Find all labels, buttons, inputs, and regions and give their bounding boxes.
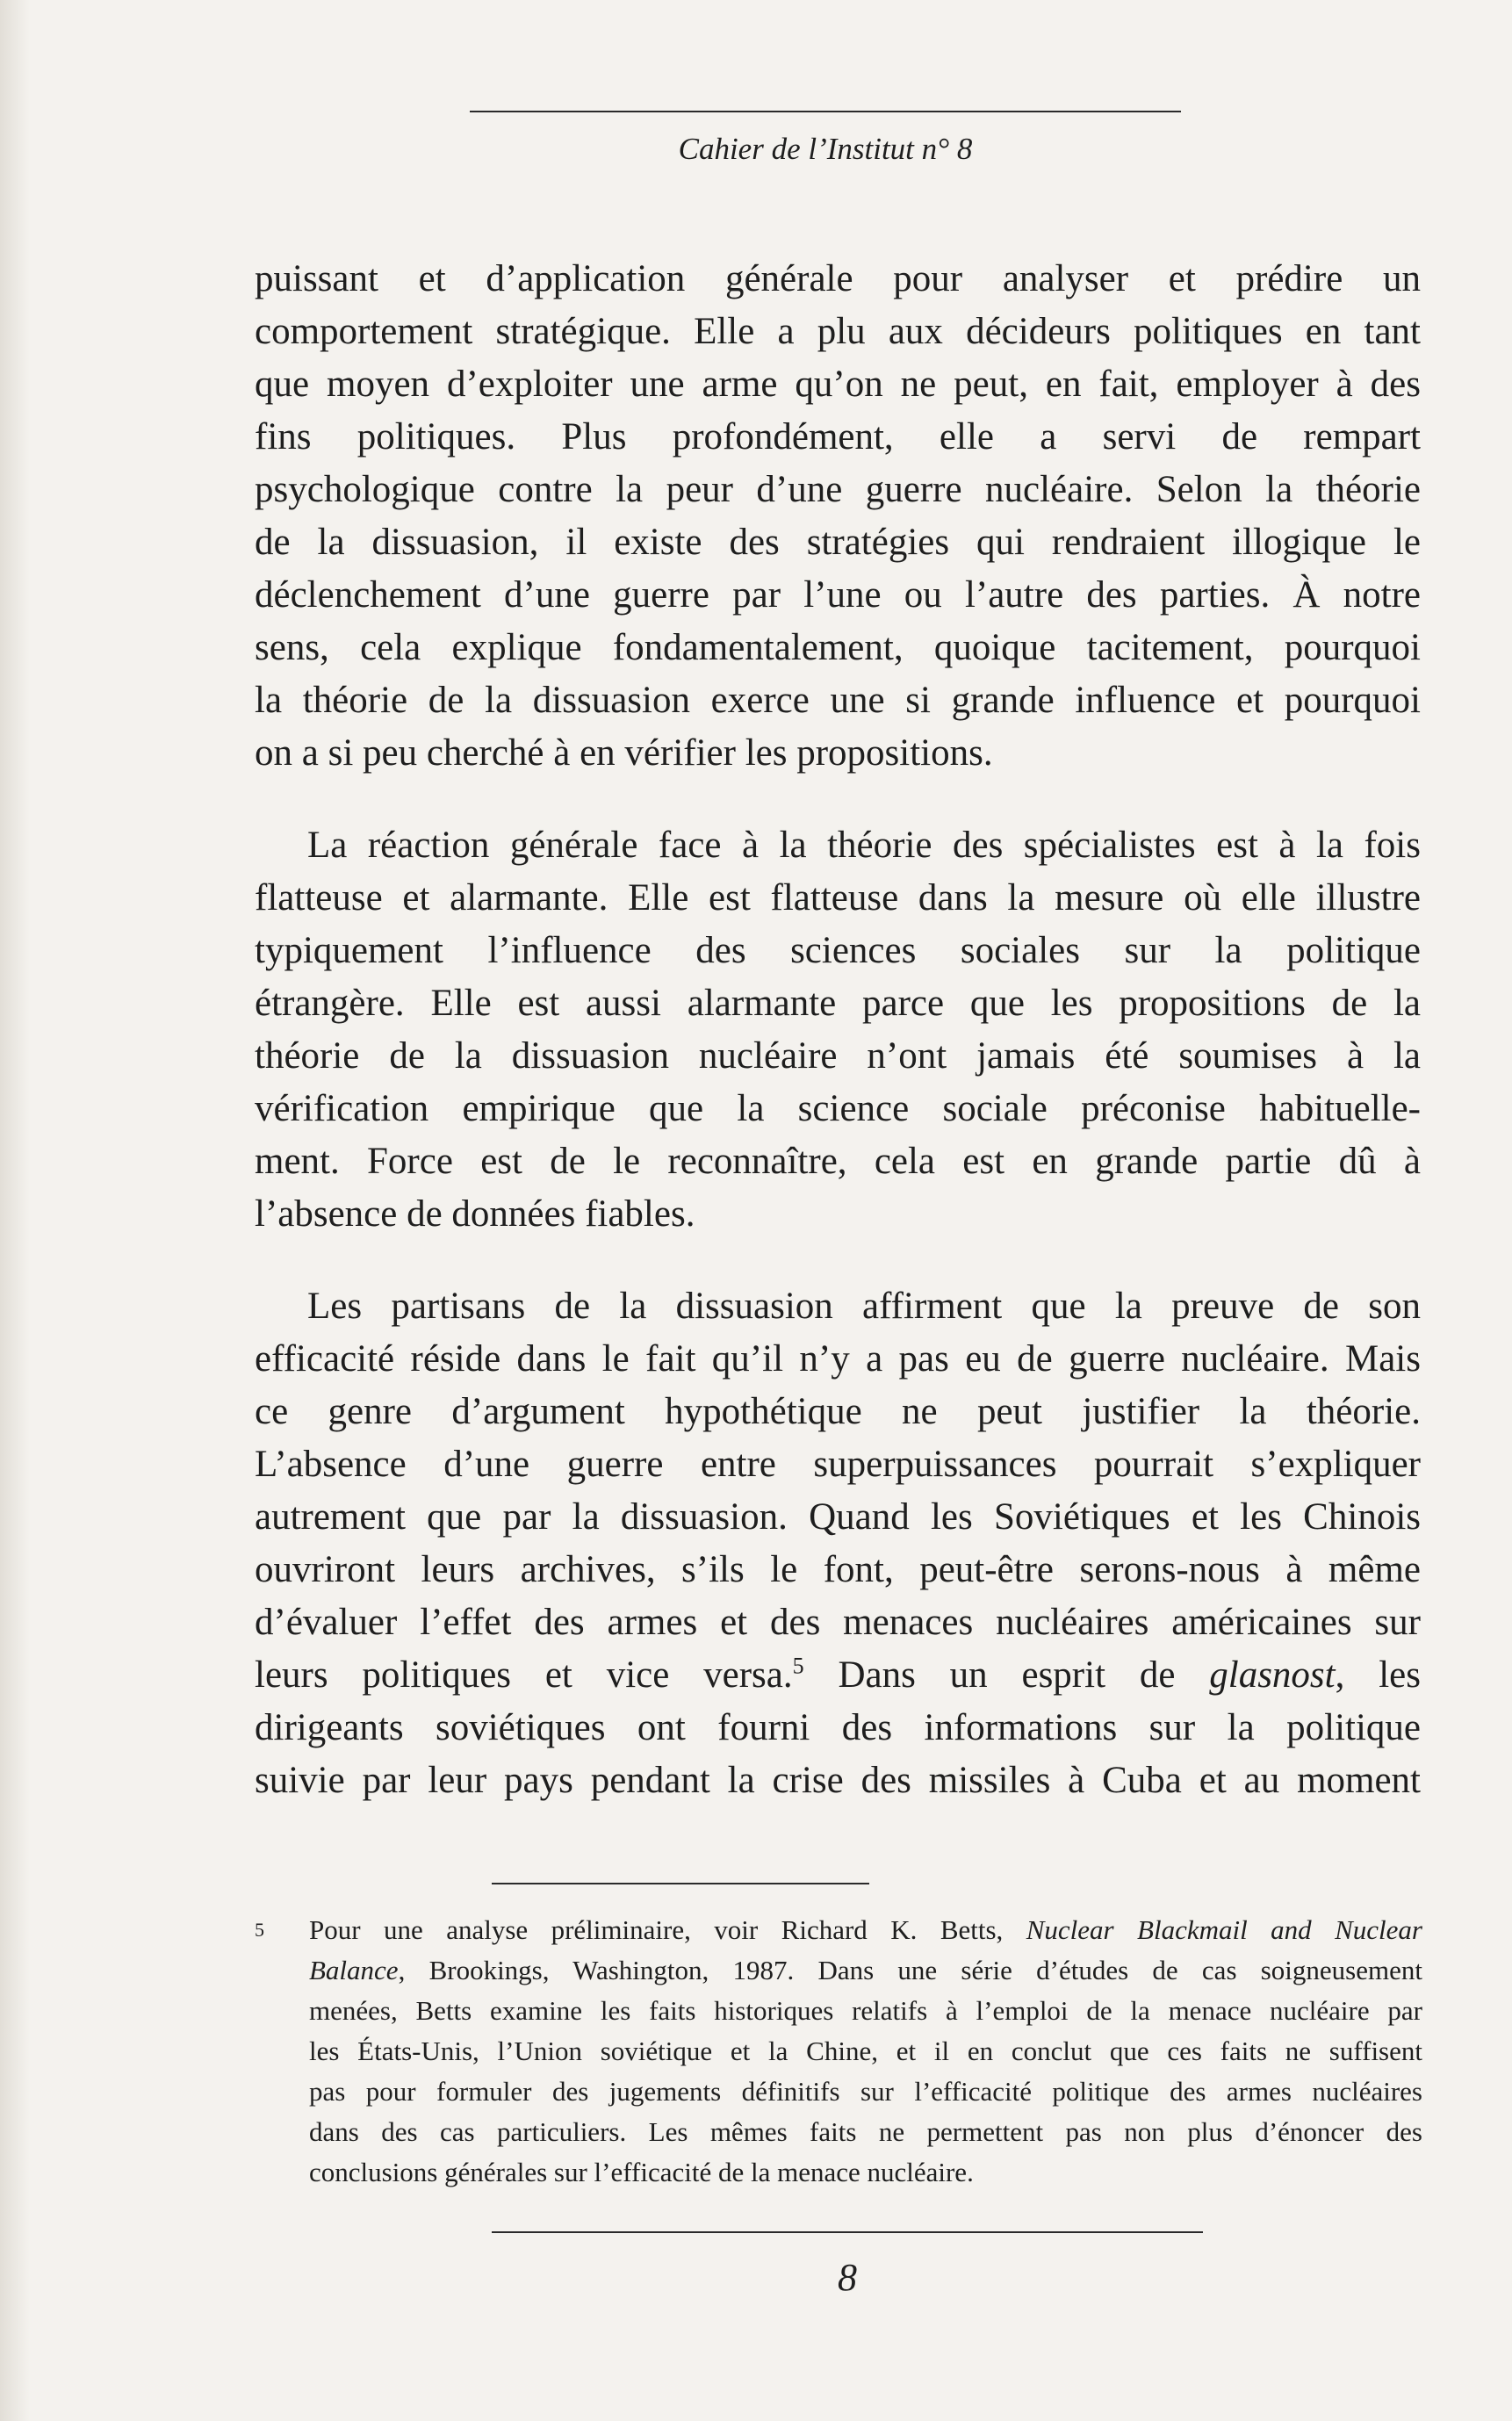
page-number: 8: [838, 2256, 857, 2299]
text-line: déclenchement d’une guerre par l’une ou l’autre des parties. À notre: [255, 574, 1421, 616]
text-line: ce genre d’argument hypothétique ne peut justifier la théorie.: [255, 1391, 1421, 1432]
text-line: [255, 1649, 1421, 1702]
text-run: Pour une analyse préliminaire, voir Richard K. Betts,: [309, 1914, 1026, 1945]
header-rule: [470, 111, 1181, 112]
text-line: La réaction générale face à la théorie des spécialistes est à la fois: [307, 825, 1421, 866]
text-line: vérification empirique que la science sociale préconise habituelle-: [255, 1088, 1421, 1129]
text-line: ment. Force est de le reconnaître, cela est en grande partie dû à: [255, 1141, 1421, 1182]
text-line: la théorie de la dissuasion exerce une si grande influence et pourquoi: [255, 680, 1421, 721]
text-line: que moyen d’exploiter une arme qu’on ne peut, en fait, employer à des: [255, 364, 1421, 405]
text-line: d’évaluer l’effet des armes et des menaces nucléaires américaines sur: [255, 1602, 1421, 1643]
text-run: , Brookings, Washington, 1987. Dans une série d’études de cas soigneusement: [398, 1955, 1422, 1985]
text-line: comportement stratégique. Elle a plu aux décideurs politiques en tant: [255, 311, 1421, 352]
footnote-line: les États-Unis, l’Union soviétique et la Chine, et il en conclut que ces faits ne suffisent: [309, 2036, 1422, 2066]
text-line: suivie par leur pays pendant la crise des missiles à Cuba et au moment: [255, 1760, 1421, 1801]
text-line: L’absence d’une guerre entre superpuissances pourrait s’expliquer: [255, 1444, 1421, 1485]
text-line: puissant et d’application générale pour analyser et prédire un: [255, 258, 1421, 299]
text-line: flatteuse et alarmante. Elle est flatteuse dans la mesure où elle illustre: [255, 877, 1421, 919]
italic-term: glasnost: [1209, 1654, 1336, 1696]
book-title: Nuclear Blackmail and Nuclear: [1026, 1914, 1422, 1945]
footnote-line: [309, 1950, 1422, 1991]
book-title: Balance: [309, 1955, 399, 1985]
footnote-line: conclusions générales sur l’efficacité de la menace nucléaire.: [309, 2157, 974, 2187]
text-line: efficacité réside dans le fait qu’il n’y a pas eu de guerre nucléaire. Mais: [255, 1338, 1421, 1380]
footnote-line: pas pour formuler des jugements définitifs sur l’efficacité politique des armes nucléaires: [309, 2076, 1422, 2107]
running-header: Cahier de l’Institut n° 8: [678, 132, 973, 166]
text-run: leurs politiques et vice versa.: [255, 1654, 793, 1696]
footnote-line: dans des cas particuliers. Les mêmes faits ne permettent pas non plus d’énoncer des: [309, 2116, 1422, 2147]
paragraph-3: [255, 1280, 1421, 1807]
footnote-reference: 5: [792, 1653, 804, 1679]
footnote-body: [309, 1910, 1422, 2193]
text-line: ouvriront leurs archives, s’ils le font, peut-être serons-nous à même: [255, 1549, 1421, 1590]
text-line: fins politiques. Plus profondément, elle a servi de rempart: [255, 416, 1421, 458]
footnote-rule: [492, 1883, 869, 1884]
footnote-line: menées, Betts examine les faits historiques relatifs à l’emploi de la menace nucléaire par: [309, 1995, 1422, 2026]
footnote: [255, 1910, 1422, 2193]
text-line: étrangère. Elle est aussi alarmante parce que les propositions de la: [255, 983, 1421, 1024]
text-line: on a si peu cherché à en vérifier les propositions.: [255, 732, 993, 774]
text-run: Dans un esprit de: [803, 1654, 1210, 1696]
footer-rule: [492, 2231, 1203, 2233]
text-line: psychologique contre la peur d’une guerre nucléaire. Selon la théorie: [255, 469, 1421, 510]
text-line: théorie de la dissuasion nucléaire n’ont jamais été soumises à la: [255, 1035, 1421, 1077]
page-edge-shadow: [0, 0, 30, 2421]
text-line: typiquement l’influence des sciences sociales sur la politique: [255, 930, 1421, 971]
footnote-mark: 5: [255, 1919, 264, 1941]
text-line: Les partisans de la dissuasion affirment que la preuve de son: [307, 1286, 1421, 1327]
paragraph-1: [255, 253, 1421, 780]
body-text: [255, 253, 1421, 1847]
text-line: sens, cela explique fondamentalement, quoique tacitement, pourquoi: [255, 627, 1421, 668]
text-line: l’absence de données fiables.: [255, 1193, 695, 1235]
text-line: de la dissuasion, il existe des stratégies qui rendraient illogique le: [255, 522, 1421, 563]
text-line: autrement que par la dissuasion. Quand les Soviétiques et les Chinois: [255, 1496, 1421, 1538]
text-run: , les: [1335, 1654, 1421, 1696]
footnote-line: [309, 1910, 1422, 1950]
paragraph-2: [255, 819, 1421, 1241]
text-line: dirigeants soviétiques ont fourni des informations sur la politique: [255, 1707, 1421, 1748]
